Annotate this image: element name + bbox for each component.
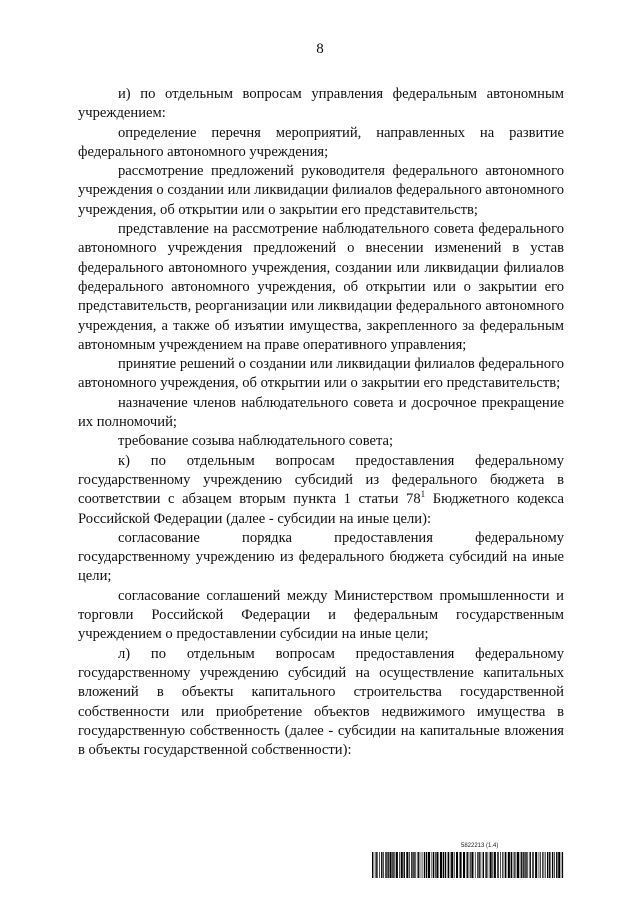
paragraph: рассмотрение предложений руководителя федерального автономного учреждения о создании или ликвидации филиалов федерального автономного учреждения, об открытии или о закрытии его представительств; bbox=[78, 163, 564, 218]
paragraph: принятие решений о создании или ликвидации филиалов федерального автономного учреждения, об открытии или о закрытии его представительств; bbox=[78, 356, 564, 392]
paragraph: требование созыва наблюдательного совета; bbox=[118, 433, 394, 450]
paragraph-i: и) по отдельным вопросам управления федеральным автономным учреждением: bbox=[78, 86, 564, 122]
document-code: 5822213 (1.4) bbox=[461, 843, 499, 849]
paragraph-k-text: к) по отдельным вопросам предоставления федеральному государственному учреждению субсидий из федерального бюджета в соответствии с абзацем вторым пункта 1 статьи 78 bbox=[78, 452, 564, 508]
page-number: 8 bbox=[316, 41, 324, 57]
paragraph: определение перечня мероприятий, направленных на развитие федерального автономного учреждения; bbox=[78, 124, 564, 160]
paragraph-l: л) по отдельным вопросам предоставления федеральному государственному учреждению субсидий на осуществление капитальных вложений в объекты капитального строительства государственной собственности или приобретение объектов недвижимого имущества в государственную собственность (далее - субсидии на капитальные вложения в объекты государственной собственности): bbox=[78, 645, 564, 759]
footnote-superscript: 1 bbox=[420, 489, 426, 500]
paragraph-k-text-end: Бюджетного кодекса Российской Федерации (далее - субсидии на иные цели): bbox=[78, 491, 564, 527]
barcode-icon bbox=[372, 852, 564, 878]
paragraph: назначение членов наблюдательного совета и досрочное прекращение их полномочий; bbox=[78, 394, 564, 431]
paragraph: согласование соглашений между Министерством промышленности и торговли Российской Федерации и федеральным государственным учреждением о предоставлении субсидии на иные цели; bbox=[78, 587, 564, 643]
paragraph: представление на рассмотрение наблюдательного совета федерального автономного учреждения предложений о внесении изменений в устав федерального автономного учреждения, создании или ликвидации филиалов федерального автономного учреждения, об открытии или о закрытии его представительств, реорганизации или ликвидации федерального автономного учреждения, а также об изъятии имущества, закрепленного за федеральным автономным учреждением на праве оперативного управления; bbox=[78, 221, 564, 353]
paragraph-k bbox=[78, 452, 564, 529]
paragraph: согласование порядка предоставления федеральному государственному учреждению из федерального бюджета субсидий на иные цели; bbox=[78, 529, 564, 585]
document-body bbox=[78, 85, 564, 760]
